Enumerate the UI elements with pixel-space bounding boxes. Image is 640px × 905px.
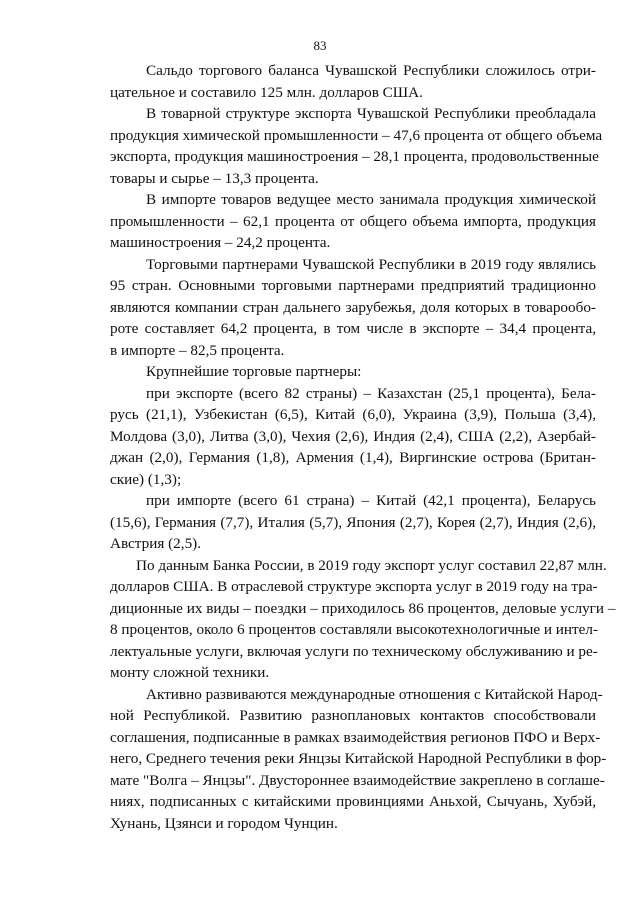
text-line: русь (21,1), Узбекистан (6,5), Китай (6,0), Украина (3,9), Польша (3,4), — [110, 406, 596, 423]
page-number: 83 — [313, 38, 327, 53]
text-line: в импорте – 82,5 процента. — [110, 341, 285, 359]
text-line: при импорте (всего 61 страна) – Китай (42,1 процента), Беларусь — [146, 492, 596, 509]
text-line: него, Среднего течения реки Янцзы Китайской Народной Республики в фор- — [110, 750, 607, 767]
text-line: ские) (1,3); — [110, 470, 182, 488]
paragraph — [110, 254, 596, 362]
text-line: Крупнейшие торговые партнеры: — [146, 363, 362, 380]
text-line: Активно развиваются международные отношения с Китайской Народ- — [146, 685, 603, 703]
text-line: роте составляет 64,2 процента, в том числе в экспорте – 34,4 процента, — [110, 320, 596, 337]
paragraph — [110, 490, 596, 555]
text-line: ной Республикой. Развитию разноплановых контактов способствовали — [110, 707, 596, 724]
paragraph — [110, 361, 596, 383]
paragraph — [110, 60, 596, 103]
text-line: 95 стран. Основными торговыми партнерами предприятий традиционно — [110, 277, 596, 294]
text-line: промышленности – 62,1 процента от общего объема импорта, продукция — [110, 212, 596, 230]
text-line: (15,6), Германия (7,7), Италия (5,7), Япония (2,7), Корея (2,7), Индия (2,6), — [110, 513, 596, 531]
text-line: долларов США. В отраслевой структуре экспорта услуг в 2019 году на тра- — [110, 578, 598, 595]
text-line: Сальдо торгового баланса Чувашской Республики сложилось отри- — [146, 62, 596, 79]
text-line: 8 процентов, около 6 процентов составляли высокотехнологичные и интел- — [110, 621, 599, 638]
text-line: лектуальные услуги, включая услуги по техническому обслуживанию и ре- — [110, 642, 598, 660]
paragraph — [110, 555, 616, 684]
text-line: соглашения, подписанные в рамках взаимодействия регионов ПФО и Верх- — [110, 728, 601, 746]
paragraph — [110, 383, 596, 491]
text-line: Хунань, Цзянси и городом Чунцин. — [110, 814, 338, 832]
text-line: машиностроения – 24,2 процента. — [110, 234, 331, 251]
text-line: диционные их виды – поездки – приходилось 86 процентов, деловые услуги – — [110, 599, 616, 617]
text-line: при экспорте (всего 82 страны) – Казахстан (25,1 процента), Бела- — [146, 384, 596, 402]
text-line: мате "Волга – Янцзы". Двустороннее взаимодействие закреплено в соглаше- — [110, 771, 605, 789]
text-line: По данным Банка России, в 2019 году экспорт услуг составил 22,87 млн. — [136, 556, 607, 574]
text-line: товары и сырье – 13,3 процента. — [110, 169, 319, 187]
text-line: В импорте товаров ведущее место занимала продукция химической — [146, 191, 596, 208]
paragraph — [110, 684, 607, 835]
text-line: являются компании стран дальнего зарубежья, доля которых в товарообо- — [110, 298, 596, 316]
text-line: цательное и составило 125 млн. долларов США. — [110, 83, 423, 101]
text-line: В товарной структуре экспорта Чувашской Республики преобладала — [146, 105, 596, 122]
text-line: Торговыми партнерами Чувашской Республики в 2019 году являлись — [146, 255, 596, 273]
paragraph — [110, 189, 596, 254]
text-line: ниях, подписанных с китайскими провинциями Аньхой, Сычуань, Хубэй, — [110, 793, 596, 810]
paragraph — [110, 103, 603, 189]
body-text — [110, 60, 616, 834]
text-line: экспорта, продукция машиностроения – 28,1 процента, продовольственные — [110, 148, 599, 165]
text-line: Молдова (3,0), Литва (3,0), Чехия (2,6), Индия (2,4), США (2,2), Азербай- — [110, 427, 596, 445]
text-line: Австрия (2,5). — [110, 535, 202, 552]
text-line: джан (2,0), Германия (1,8), Армения (1,4), Виргинские острова (Британ- — [110, 449, 596, 466]
text-line: монту сложной техники. — [110, 664, 270, 681]
text-line: продукция химической промышленности – 47,6 процента от общего объема — [110, 126, 603, 144]
